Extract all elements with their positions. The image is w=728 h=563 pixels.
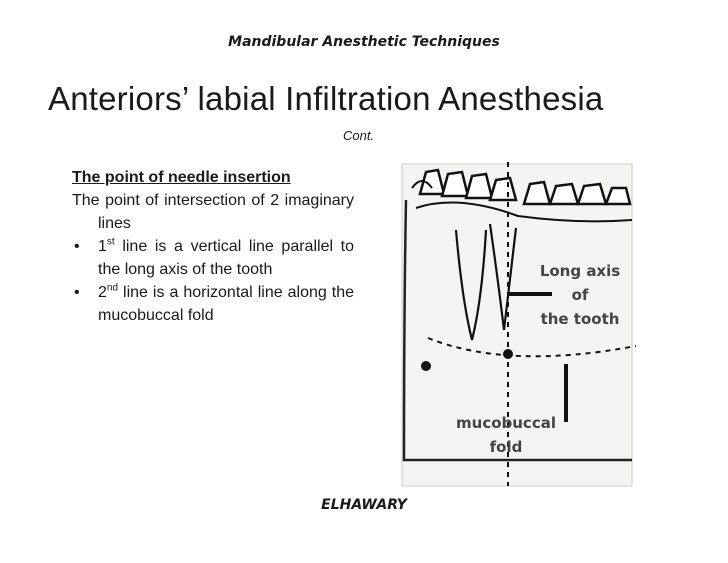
label-axis-line3: the tooth: [540, 310, 620, 328]
bullet-item: [72, 235, 354, 281]
bullet-list: [72, 235, 354, 327]
insertion-point: [503, 349, 513, 359]
ordinal-suffix: nd: [106, 282, 119, 294]
label-axis-line1: Long axis: [539, 262, 621, 280]
section-heading: The point of needle insertion: [72, 169, 291, 186]
ordinal-number: 1: [98, 238, 107, 255]
label-fold-line2: fold: [489, 438, 523, 456]
label-axis-line2: of: [571, 286, 589, 304]
slide-subtitle: Cont.: [343, 128, 375, 143]
slide-body: [72, 166, 354, 327]
ordinal-suffix: st: [106, 236, 115, 248]
tooth-diagram: [398, 160, 638, 490]
bullet-text: line is a horizontal line along the mucobuccal fold: [98, 284, 354, 324]
ordinal-number: 2: [98, 284, 107, 301]
bullet-text: line is a vertical line parallel to the long axis of the tooth: [98, 238, 354, 278]
intro-paragraph: The point of intersection of 2 imaginary lines: [72, 192, 354, 232]
bullet-item: [72, 281, 354, 327]
diagram-dot: [421, 361, 431, 371]
slide-header: Mandibular Anesthetic Techniques: [228, 34, 500, 50]
slide-footer: ELHAWARY: [321, 497, 407, 513]
slide-title: Anteriors’ labial Infiltration Anesthesia: [48, 80, 604, 117]
label-fold-line1: mucobuccal: [456, 414, 556, 432]
